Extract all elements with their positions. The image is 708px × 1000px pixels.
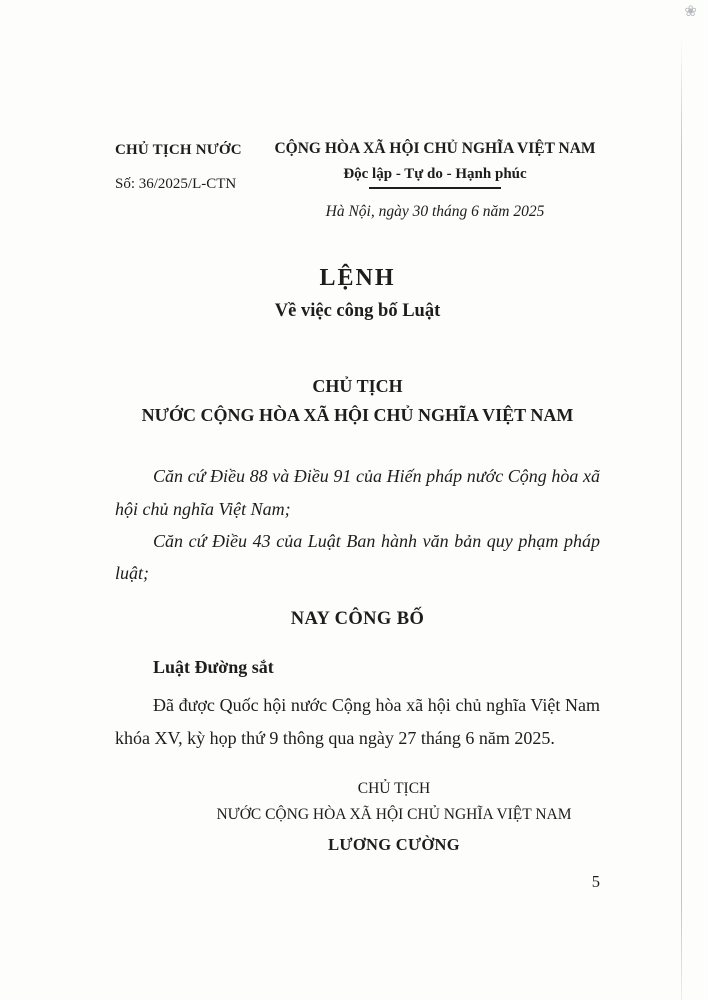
national-motto: Độc lập - Tự do - Hạnh phúc bbox=[343, 166, 527, 182]
authority-block bbox=[115, 372, 600, 430]
authority-line-1: CHỦ TỊCH bbox=[312, 376, 403, 396]
signer-name: LƯƠNG CƯỜNG bbox=[328, 835, 460, 855]
page-number: 5 bbox=[591, 872, 600, 891]
national-title: CỘNG HÒA XÃ HỘI CHỦ NGHĨA VIỆT NAM bbox=[274, 140, 596, 157]
place-date-line: Hà Nội, ngày 30 tháng 6 năm 2025 bbox=[325, 203, 545, 220]
signature-block bbox=[188, 776, 600, 859]
issuer-block bbox=[115, 140, 265, 193]
national-heading-block bbox=[270, 140, 600, 221]
signer-title-1: CHỦ TỊCH bbox=[357, 780, 431, 798]
document-header bbox=[115, 140, 600, 221]
preamble-paragraph-1: Căn cứ Điều 88 và Điều 91 của Hiến pháp nước Cộng hòa xã hội chủ nghĩa Việt Nam; bbox=[115, 466, 600, 519]
document-subtitle: Về việc công bố Luật bbox=[274, 301, 441, 321]
law-name: Luật Đường sắt bbox=[153, 656, 274, 677]
announcement-body: Đã được Quốc hội nước Cộng hòa xã hội chủ nghĩa Việt Nam khóa XV, kỳ họp thứ 9 thông qua ngày 27 tháng 6 năm 2025. bbox=[115, 694, 600, 748]
issuer-title: CHỦ TỊCH NƯỚC bbox=[115, 142, 242, 158]
authority-line-2: NƯỚC CỘNG HÒA XÃ HỘI CHỦ NGHĨA VIỆT NAM bbox=[141, 405, 574, 426]
announce-heading: NAY CÔNG BỐ bbox=[290, 608, 425, 629]
document-title: LỆNH bbox=[319, 265, 396, 291]
flower-icon: ❀ bbox=[684, 4, 697, 20]
title-block bbox=[115, 265, 600, 322]
preamble-paragraph-2: Căn cứ Điều 43 của Luật Ban hành văn bản quy phạm pháp luật; bbox=[115, 531, 600, 584]
signer-title-2: NƯỚC CỘNG HÒA XÃ HỘI CHỦ NGHĨA VIỆT NAM bbox=[216, 806, 572, 824]
document-number: Số: 36/2025/L-CTN bbox=[115, 176, 237, 192]
motto-underline bbox=[369, 187, 501, 189]
page-edge-line bbox=[681, 36, 682, 1000]
